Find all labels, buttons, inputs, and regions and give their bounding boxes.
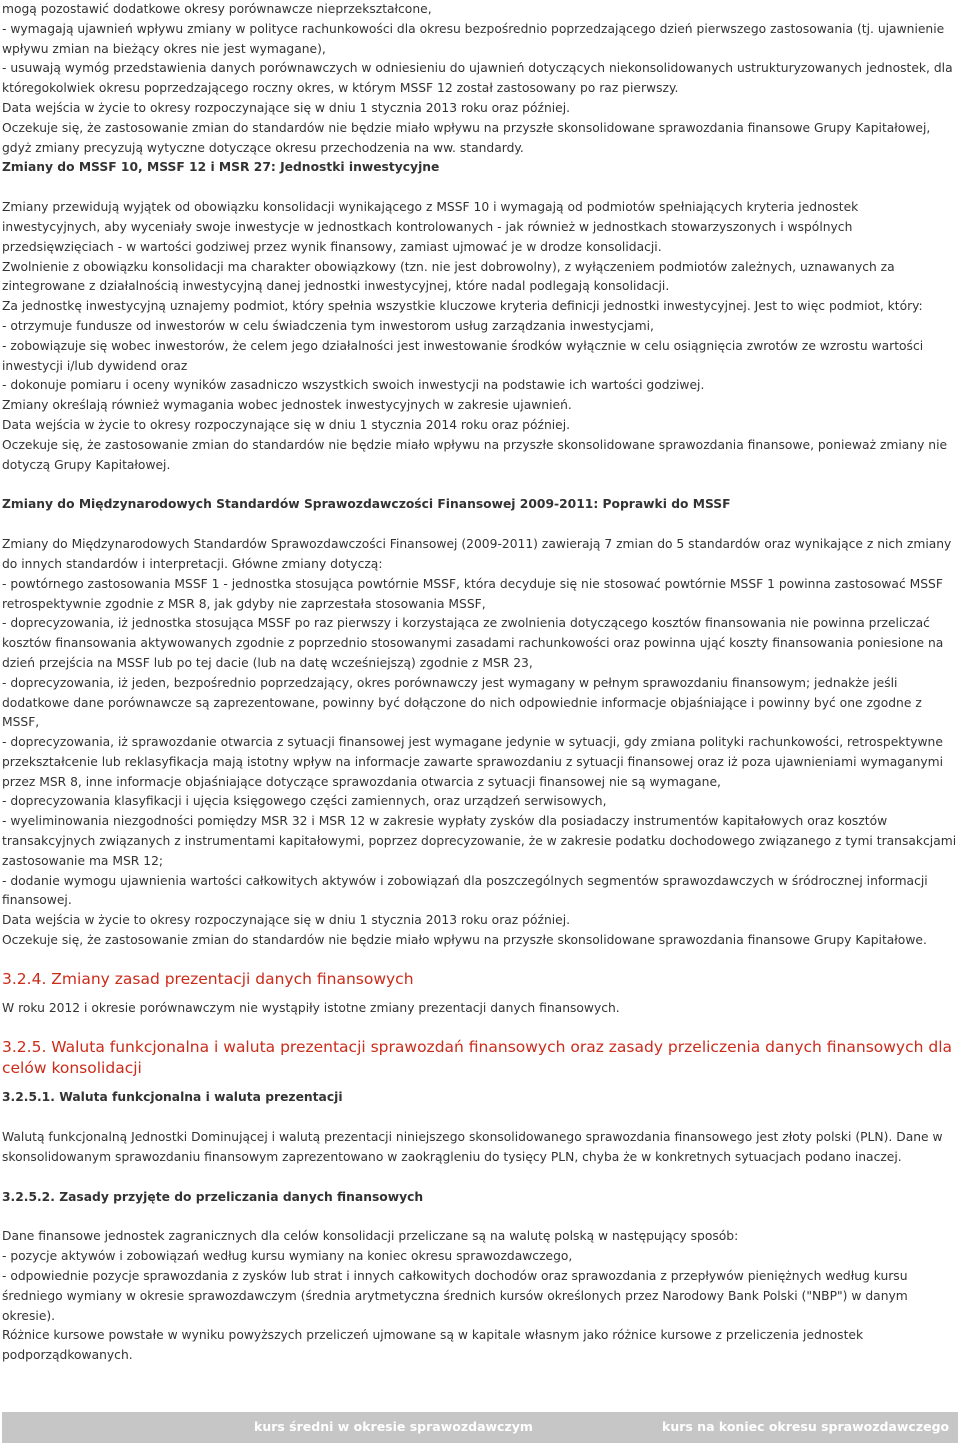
subsection-title-3-2-5-1: 3.2.5.1. Waluta funkcjonalna i waluta prezentacji xyxy=(2,1090,343,1105)
list-item: - wyeliminowania niezgodności pomiędzy MSR 32 i MSR 12 w zakresie wypłaty zysków dla posiadaczy instrumentów kapitałowych oraz kosztów transakcyjnych związanych z instrumentami kapitałowymi, poprzez doprecyzowanie, że w zakresie podatku dochodowego związanego z tymi transakcjami zastosowanie ma MSR 12; xyxy=(2,814,957,868)
paragraph: Zmiany do Międzynarodowych Standardów Sprawozdawczości Finansowej (2009-2011) zawierają 7 zmian do 5 standardów oraz wynikające z nich zmiany do innych standardów i interpretacji. Główne zmiany dotyczą: xyxy=(2,537,952,571)
list-item: - doprecyzowania, iż jeden, bezpośrednio poprzedzający, okres porównawczy jest wymagany w pełnym sprawozdaniu finansowym; jednakże jeśli dodatkowe dane porównawcze są zaprezentowane, powinny być dołączone do nich odpowiednie informacje objaśniające i powinny być one zgodne z MSSF, xyxy=(2,675,922,730)
list-item: - doprecyzowania, iż jednostka stosująca MSSF po raz pierwszy i korzystająca ze zwolnienia dotyczącego kosztów finansowania nie powinna przeliczać kosztów finansowania aktywowanych zgodnie z poprzednio stosowanymi zasadami rachunkowości oraz powinna ująć koszty finansowania poniesione na dzień przejścia na MSSF lub po tej dacie (lub na datę wcześniejszą) zgodnie z MSR 23, xyxy=(2,616,944,670)
paragraph: Różnice kursowe powstałe w wyniku powyższych przeliczeń ujmowane są w kapitale własnym jako różnice kursowe z przeliczenia jednostek podporządkowanych. xyxy=(2,1328,864,1363)
document-body xyxy=(2,0,958,1366)
list-item: - dokonuje pomiaru i oceny wyników zasadniczo wszystkich swoich inwestycji na podstawie ich wartości godziwej. xyxy=(2,378,705,393)
paragraph: Oczekuje się, że zastosowanie zmian do standardów nie będzie miało wpływu na przyszłe skonsolidowane sprawozdania finansowe Grupy Kapitałowe. xyxy=(2,933,927,948)
list-item: - doprecyzowania, iż sprawozdanie otwarcia z sytuacji finansowej jest wymagane jedynie w sytuacji, gdy zmiana polityki rachunkowości, retrospektywne przekształcenie lub reklasyfikacja mają istotny wpływ na informacje zawarte sprawozdaniu z sytuacji finansowej oraz iż poza ujawnieniami wymaganymi przez MSR 8, inne informacje objaśniające dotyczące sprawozdania otwarcia z sytuacji finansowej nie są wymagane, xyxy=(2,735,944,789)
list-item: - pozycje aktywów i zobowiązań według kursu wymiany na koniec okresu sprawozdawczego, xyxy=(2,1249,573,1264)
section-heading: Zmiany do MSSF 10, MSSF 12 i MSR 27: Jednostki inwestycyjne xyxy=(2,160,440,175)
paragraph: Data wejścia w życie to okresy rozpoczynające się w dniu 1 stycznia 2013 roku oraz później. xyxy=(2,100,571,115)
list-item: - zobowiązuje się wobec inwestorów, że celem jego działalności jest inwestowanie środków wyłącznie w celu osiągnięcia zwrotów ze wzrostu wartości inwestycji i/lub dywidend oraz xyxy=(2,338,924,373)
paragraph: Za jednostkę inwestycyjną uznajemy podmiot, który spełnia wszystkie kluczowe kryteria definicji jednostki inwestycyjnej. Jest to więc podmiot, który: xyxy=(2,299,923,314)
list-item: - otrzymuje fundusze od inwestorów w celu świadczenia tym inwestorom usług zarządzania inwestycjami, xyxy=(2,318,654,333)
paragraph: Zmiany przewidują wyjątek od obowiązku konsolidacji wynikającego z MSSF 10 i wymagają od podmiotów spełniających kryteria jednostek inwestycyjnych, aby wyceniały swoje inwestycje w jednostkach kontrolowanych - jak również w jednostkach stowarzyszonych i wspólnych przedsięwzięciach - w wartości godziwej przez wynik finansowy, zamiast ujmować je w drodze konsolidacji. xyxy=(2,200,859,254)
paragraph: Oczekuje się, że zastosowanie zmian do standardów nie będzie miało wpływu na przyszłe skonsolidowane sprawozdania finansowe Grupy Kapitałowej, gdyż zmiany precyzują wytyczne dotyczące okresu przechodzenia na ww. standardy. xyxy=(2,120,931,155)
list-item: - odpowiednie pozycje sprawozdania z zysków lub strat i innych całkowitych dochodów oraz sprawozdania z przepływów pieniężnych według kursu średniego wymiany w okresie sprawozdawczym (średnia arytmetyczna średnich kursów określonych przez Narodowy Bank Polski ("NBP") w danym okresie). xyxy=(2,1268,908,1323)
subsection-title-3-2-5-2: 3.2.5.2. Zasady przyjęte do przeliczania danych finansowych xyxy=(2,1189,424,1204)
section-title-3-2-5: 3.2.5. Waluta funkcjonalna i waluta prezentacji sprawozdań finansowych oraz zasady przeliczenia danych finansowych dla celów konsolidacji xyxy=(2,1038,953,1077)
paragraph: Data wejścia w życie to okresy rozpoczynające się w dniu 1 stycznia 2014 roku oraz później. xyxy=(2,417,571,432)
paragraph: mogą pozostawić dodatkowe okresy porównawcze nieprzekształcone, xyxy=(2,2,432,16)
list-item: - powtórnego zastosowania MSSF 1 - jednostka stosująca powtórnie MSSF, która decyduje się nie stosować powtórnie MSSF 1 powinna zastosować MSSF retrospektywnie zgodnie z MSR 8, jak gdyby nie zaprzestała stosowania MSSF, xyxy=(2,576,943,611)
table-column-header: kurs średni w okresie sprawozdawczym xyxy=(254,1419,533,1434)
paragraph: Walutą funkcjonalną Jednostki Dominującej i walutą prezentacji niniejszego skonsolidowanego sprawozdania finansowego jest złoty polski (PLN). Dane w skonsolidowanym sprawozdaniu finansowym zaprezentowano w zaokrągleniu do tysięcy PLN, chyba że w konkretnych sytuacjach podano inaczej. xyxy=(2,1129,943,1164)
table-column-header: kurs na koniec okresu sprawozdawczego xyxy=(662,1419,950,1434)
section-title-3-2-4: 3.2.4. Zmiany zasad prezentacji danych finansowych xyxy=(2,969,414,988)
paragraph: Zmiany określają również wymagania wobec jednostek inwestycyjnych w zakresie ujawnień. xyxy=(2,398,572,413)
list-item: - wymagają ujawnień wpływu zmiany w polityce rachunkowości dla okresu bezpośrednio poprzedzającego dzień pierwszego zastosowania (tj. ujawnienie wpływu zmian na bieżący okres nie jest wymagane), xyxy=(2,21,945,56)
list-item: - dodanie wymogu ujawnienia wartości całkowitych aktywów i zobowiązań dla poszczególnych segmentów sprawozdawczych w śródrocznej informacji finansowej. xyxy=(2,873,928,908)
paragraph: Dane finansowe jednostek zagranicznych dla celów konsolidacji przeliczane są na walutę polską w następujący sposób: xyxy=(2,1229,739,1244)
list-item: - usuwają wymóg przedstawienia danych porównawczych w odniesieniu do ujawnień dotyczących niekonsolidowanych ustrukturyzowanych jednostek, dla któregokolwiek okresu poprzedzającego roczny okres, w którym MSSF 12 został zastosowany po raz pierwszy. xyxy=(2,61,953,96)
paragraph: Zwolnienie z obowiązku konsolidacji ma charakter obowiązkowy (tzn. nie jest dobrowolny), z wyłączeniem podmiotów zależnych, uznawanych za zintegrowane z działalnością inwestycyjną danej jednostki inwestycyjnej, które nadal podlegają konsolidacji. xyxy=(2,259,895,294)
paragraph: W roku 2012 i okresie porównawczym nie wystąpiły istotne zmiany prezentacji danych finansowych. xyxy=(2,1001,620,1016)
exchange-rate-table-header xyxy=(2,1412,958,1443)
paragraph: Oczekuje się, że zastosowanie zmian do standardów nie będzie miało wpływu na przyszłe skonsolidowane sprawozdania finansowe, ponieważ zmiany nie dotyczą Grupy Kapitałowej. xyxy=(2,437,948,472)
paragraph: Data wejścia w życie to okresy rozpoczynające się w dniu 1 stycznia 2013 roku oraz później. xyxy=(2,913,571,928)
section-heading: Zmiany do Międzynarodowych Standardów Sprawozdawczości Finansowej 2009-2011: Poprawki do MSSF xyxy=(2,497,731,512)
list-item: - doprecyzowania klasyfikacji i ujęcia księgowego części zamiennych, oraz urządzeń serwisowych, xyxy=(2,794,607,809)
